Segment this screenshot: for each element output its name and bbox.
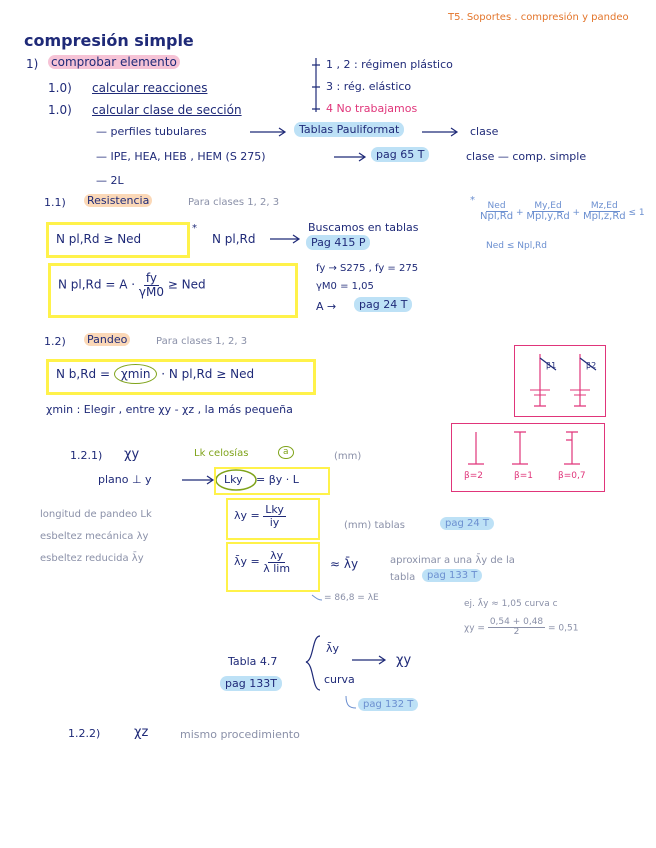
s11-side-f2-den: Mpl,y,Rd: [526, 211, 570, 223]
s11-lookup-text: Buscamos en tablas: [308, 221, 419, 234]
page-title: compresión simple: [24, 31, 194, 50]
s121-lambda: [234, 504, 286, 528]
s11-side-formula: $\frac{\text{Ned}}{\text{Npl,Rd}}$ + $\frac{My,Ed}{\text{Mpl,y,Rd}}$ + $\frac{Mz,Ed}{\text{Mpl,z,Rd}}$ ≤ 1: [480, 201, 645, 223]
s1-row2-tag-text: pag 65 T: [371, 147, 429, 162]
header-topic: T5. Soportes . compresión y pandeo: [448, 12, 629, 23]
s11-fy-line: fy → S275 , fy = 275: [316, 263, 419, 274]
s121-example-2-fraction: [488, 618, 545, 638]
s121-legend-2: esbeltez mecánica λy: [40, 531, 149, 542]
s1-sub2-text: calcular clase de sección: [92, 103, 242, 117]
s11-formula-rhs: ≥ Ned: [167, 277, 206, 292]
beta-label-1: β=1: [514, 471, 534, 481]
s12-chi-min: χmin: [114, 364, 158, 384]
s11-number: 1.1): [44, 196, 66, 209]
s121-legend-3: esbeltez reducida λ̄y: [40, 553, 144, 564]
s121-lambda-red-fraction: [263, 550, 290, 574]
s121-number: 1.2.1): [70, 449, 103, 462]
s121-curva-tag-text: pag 132 T: [358, 698, 418, 711]
s12-check-rhs: · N pl,Rd ≥ Ned: [161, 367, 255, 381]
s121-lambda-num: Lky: [265, 503, 284, 516]
s121-lambda-den: iy: [269, 515, 280, 529]
s1-row2-right: clase — comp. simple: [466, 150, 587, 163]
s121-lambda-red-num: λy: [270, 549, 284, 562]
s12-note: Para clases 1, 2, 3: [156, 336, 248, 347]
s121-lky-rhs: = βy · L: [256, 473, 299, 486]
s1-label-text: comprobar elemento: [48, 55, 180, 69]
s11-side-line2: Ned ≤ Npl,Rd: [486, 241, 548, 251]
s11-side-f3-num: Mz,Ed: [590, 201, 618, 211]
s121-lk-circle: a: [278, 446, 294, 459]
beta-label-2: β=2: [464, 471, 484, 481]
bracing-label-2: β2: [586, 361, 597, 370]
s121-example-2-num: 0,54 + 0,48: [489, 617, 544, 627]
s121-lambda-note: (mm) tablas: [344, 520, 405, 531]
s121-tabla-tag: [220, 678, 282, 689]
s11-check: N pl,Rd ≥ Ned: [56, 232, 142, 246]
s11-formula-num: fy: [145, 271, 157, 285]
s121-lky: Lky: [224, 473, 243, 486]
s121-lambda-red-den: λ lim: [263, 561, 291, 575]
s11-a-line: A →: [316, 300, 337, 313]
s121-mm: (mm): [334, 451, 362, 462]
s121-lambda-red: [234, 550, 290, 574]
s11-label-text: Resistencia: [84, 194, 152, 207]
s11-gm-line: γM0 = 1,05: [316, 281, 374, 292]
s11-side-star: *: [470, 195, 475, 206]
s122-text: mismo procedimiento: [180, 728, 300, 741]
s121-approx-text-2: tabla: [390, 572, 416, 583]
s1-row3: — 2L: [96, 174, 124, 187]
s121-lambda-lhs: λy =: [234, 509, 260, 523]
s12-elegir: χmin : Elegir , entre χy - χz , la más pequeña: [46, 403, 293, 416]
s1-sub2-number: 1.0): [48, 103, 72, 117]
s11-side-f1-num: Ned: [487, 201, 506, 211]
s121-lim-note: = 86,8 = λE: [324, 593, 379, 603]
s1-sub1-text: calcular reacciones: [92, 81, 208, 95]
s12-number: 1.2): [44, 335, 66, 348]
s11-side-f2-num: My,Ed: [534, 201, 562, 211]
s11-formula-den: γM0: [138, 284, 164, 299]
s11-lookup: N pl,Rd: [212, 232, 256, 246]
s122-chi: χz: [134, 725, 149, 740]
s121-legend-1: longitud de pandeo Lk: [40, 509, 152, 520]
s11-side-rhs: ≤ 1: [628, 207, 645, 218]
s121-example-1: ej. λ̄y ≈ 1,05 curva c: [464, 599, 558, 609]
s1-row1-right: clase: [470, 125, 499, 138]
s12-label-text: Pandeo: [84, 333, 130, 346]
s121-approx-tag-text: pag 133 T: [422, 569, 482, 582]
s121-tabla-out: χy: [396, 653, 412, 668]
s121-approx: ≈ λ̄y: [330, 557, 359, 571]
s1-number: 1): [26, 57, 39, 71]
s1-branch-elastic: 3 : rég. elástico: [326, 80, 412, 93]
s121-tabla-in-2: curva: [324, 673, 355, 686]
s1-row1-left: — perfiles tubulares: [96, 125, 207, 138]
s121-tabla-label: Tabla 4.7: [228, 655, 278, 668]
s121-tabla-tag-text: pag 133T: [220, 676, 282, 691]
s11-formula-lhs: N pl,Rd = A ·: [58, 277, 136, 292]
s121-lk-note: Lk celosías: [194, 448, 249, 459]
bracing-label-1: β1: [546, 361, 557, 370]
s121-example-2-lhs: χy =: [464, 623, 485, 634]
s121-chi: χy: [124, 447, 140, 462]
s121-plano: plano ⊥ y: [98, 473, 152, 486]
s121-curva-tag: [358, 700, 418, 710]
s11-side-f3-den: Mpl,z,Rd: [582, 211, 626, 223]
s1-branch-plastic: 1 , 2 : régimen plástico: [326, 58, 453, 71]
s121-example-2-rhs: = 0,51: [548, 623, 579, 634]
s121-lambda-red-lhs: λ̄y =: [234, 555, 260, 569]
beta-label-07: β=0,7: [558, 471, 586, 481]
s12-check-lhs: N b,Rd =: [56, 367, 111, 381]
s121-approx-text-1: aproximar a una λ̄y de la: [390, 555, 515, 566]
s1-row1-tag-text: Tablas Pauliformat: [294, 122, 404, 137]
s11-side-f1-den: Npl,Rd: [480, 211, 514, 223]
s1-row2-left: — IPE, HEA, HEB , HEM (S 275): [96, 150, 266, 163]
s121-tabla-in-1: λ̄y: [326, 642, 340, 655]
s121-example-2-den: 2: [513, 627, 520, 638]
s121-example-2: [464, 618, 578, 638]
s11-lookup-tag-text: Pag 415 P: [306, 235, 370, 250]
s121-lambda-tag: [440, 519, 494, 529]
s11-a-tag-text: pag 24 T: [354, 297, 412, 312]
s121-approx-tag: [422, 571, 482, 581]
s1-sub1-number: 1.0): [48, 81, 72, 95]
s121-lambda-tag-text: pag 24 T: [440, 517, 494, 530]
s122-number: 1.2.2): [68, 727, 101, 740]
s1-branch-no-work: 4 No trabajamos: [326, 102, 418, 115]
s121-lambda-fraction: [263, 504, 286, 528]
s11-note: Para clases 1, 2, 3: [188, 197, 280, 208]
s11-star: *: [192, 223, 197, 234]
